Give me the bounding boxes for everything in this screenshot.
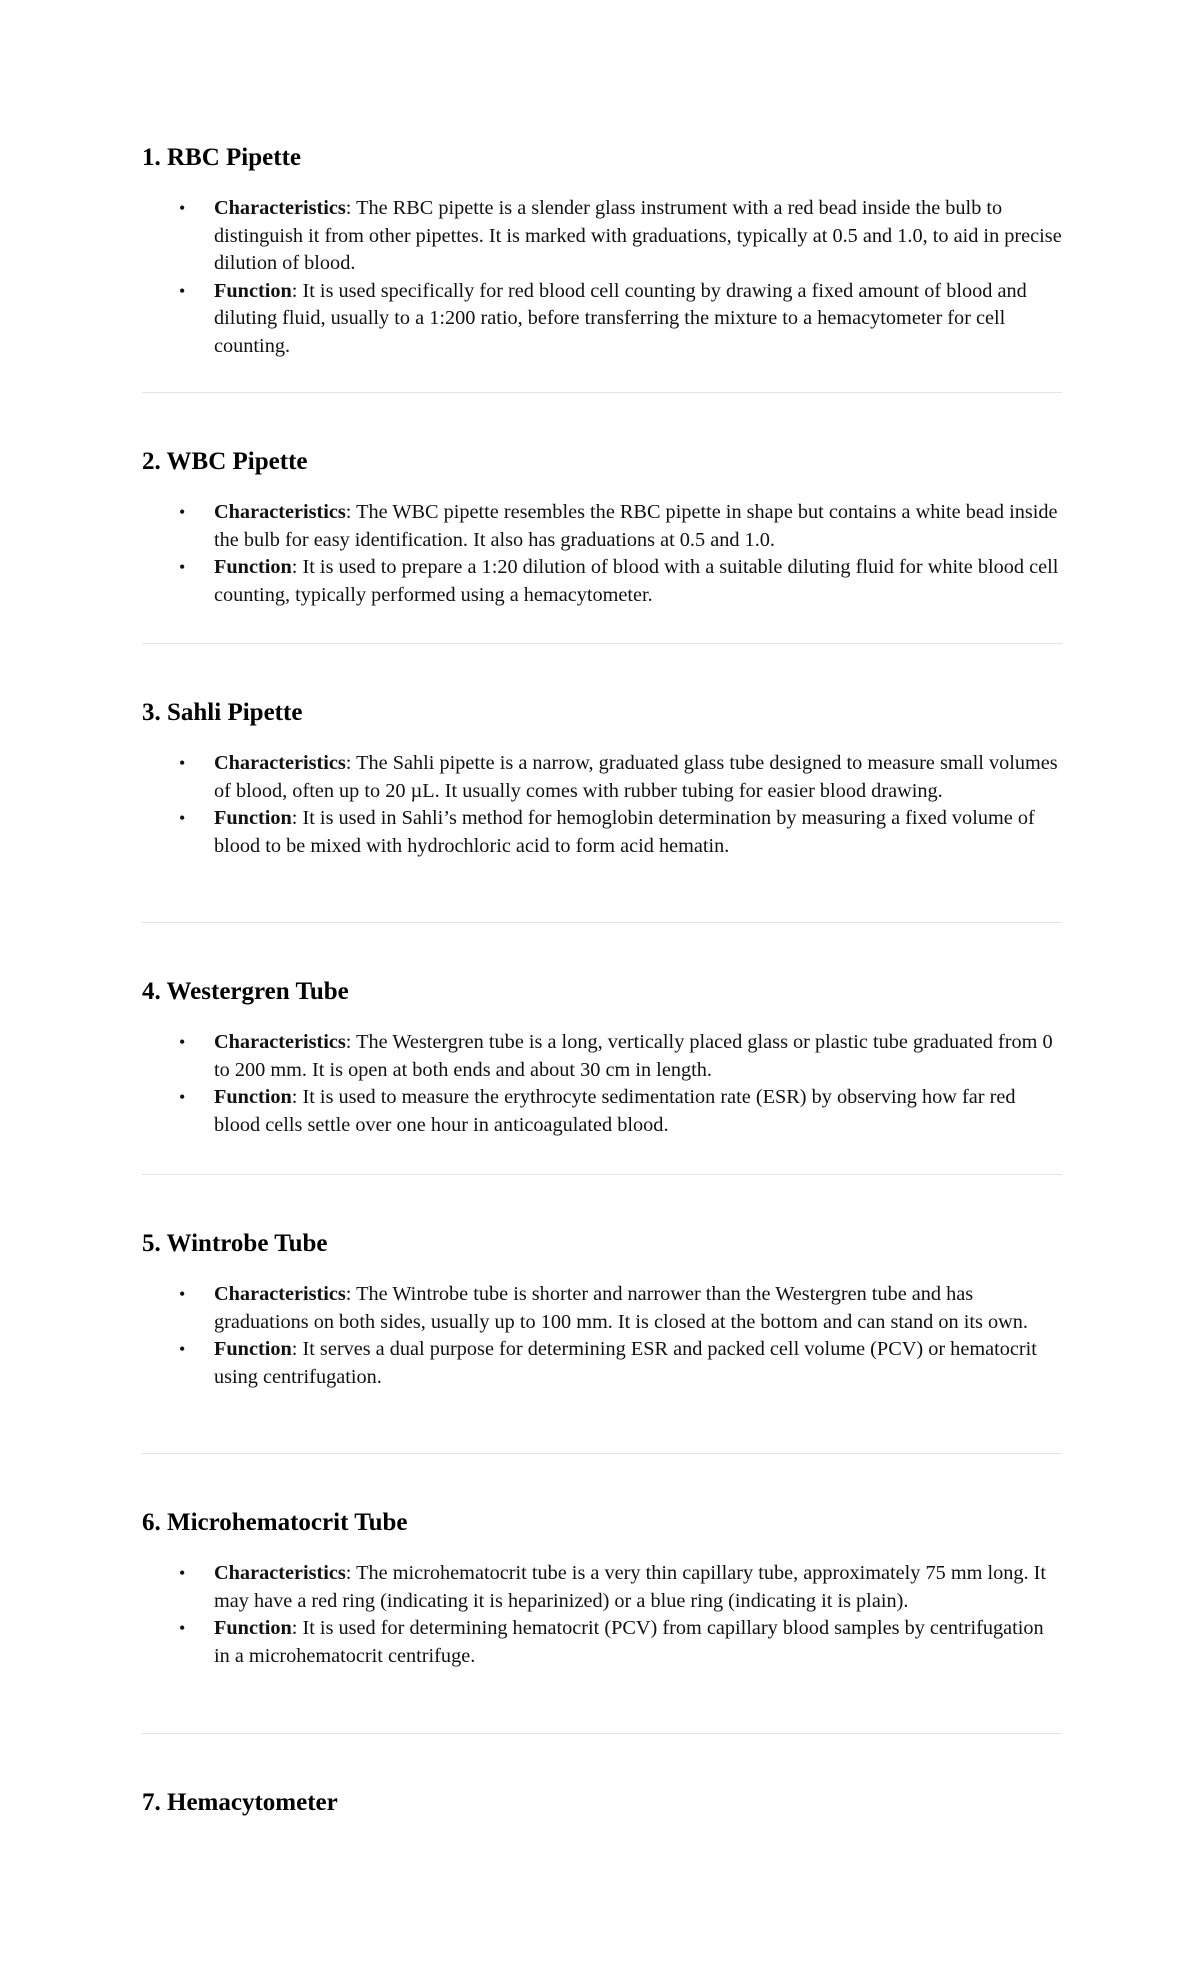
bullet-list bbox=[142, 499, 1062, 609]
item-label: Characteristics bbox=[214, 501, 346, 523]
section-heading: 4. Westergren Tube bbox=[142, 978, 349, 1005]
item-label: Characteristics bbox=[214, 1283, 346, 1305]
item-label: Characteristics bbox=[214, 1562, 346, 1584]
bullet-list bbox=[142, 1029, 1062, 1139]
item-text: : It is used to measure the erythrocyte sedimentation rate (ESR) by observing how far red blood cells settle over one hour in anticoagulated blood. bbox=[214, 1086, 1016, 1136]
item-label: Function bbox=[214, 1086, 292, 1109]
bullet-icon: • bbox=[179, 808, 186, 829]
item-label: Function bbox=[214, 807, 292, 830]
bullet-icon: • bbox=[179, 557, 186, 578]
item-text: : It is used to prepare a 1:20 dilution of blood with a suitable diluting fluid for white blood cell counting, typically performed using a hemacytometer. bbox=[214, 556, 1059, 606]
list-item bbox=[142, 1615, 1062, 1670]
section-divider bbox=[142, 922, 1062, 923]
section-divider bbox=[142, 643, 1062, 644]
list-item bbox=[142, 1029, 1062, 1084]
item-text: : The Westergren tube is a long, vertically placed glass or plastic tube graduated from 0 to 200 mm. It is open at both ends and about 30 cm in length. bbox=[214, 1031, 1053, 1081]
list-item bbox=[142, 750, 1062, 805]
bullet-list bbox=[142, 750, 1062, 860]
item-label: Characteristics bbox=[214, 752, 346, 774]
item-text: : It is used for determining hematocrit (PCV) from capillary blood samples by centrifugation in a microhematocrit centrifuge. bbox=[214, 1617, 1044, 1667]
list-item bbox=[142, 1084, 1062, 1139]
item-text: : The microhematocrit tube is a very thin capillary tube, approximately 75 mm long. It may have a red ring (indicating it is heparinized) or a blue ring (indicating it is plain). bbox=[214, 1562, 1047, 1612]
list-item bbox=[142, 1336, 1062, 1391]
bullet-icon: • bbox=[179, 502, 186, 522]
section-hemacytometer bbox=[142, 1788, 1062, 1818]
item-text: : The Wintrobe tube is shorter and narrower than the Westergren tube and has graduations on both sides, usually up to 100 mm. It is closed at the bottom and can stand on its own. bbox=[214, 1283, 1028, 1333]
item-text: : It is used specifically for red blood cell counting by drawing a fixed amount of blood and diluting fluid, usually to a 1:200 ratio, before transferring the mixture to a hemacytometer for cell counting. bbox=[214, 279, 1027, 357]
item-text: : The RBC pipette is a slender glass instrument with a red bead inside the bulb to distinguish it from other pipettes. It is marked with graduations, typically at 0.5 and 1.0, to aid in precise dilution of blood. bbox=[214, 197, 1062, 275]
section-wbc-pipette bbox=[142, 447, 1062, 609]
bullet-icon: • bbox=[179, 1032, 186, 1052]
section-divider bbox=[142, 1174, 1062, 1175]
section-microhematocrit-tube bbox=[142, 1508, 1062, 1670]
section-divider bbox=[142, 392, 1062, 393]
section-heading: 2. WBC Pipette bbox=[142, 448, 308, 475]
item-label: Function bbox=[214, 279, 292, 302]
item-text: : It serves a dual purpose for determining ESR and packed cell volume (PCV) or hematocrit using centrifugation. bbox=[214, 1338, 1037, 1388]
section-heading: 3. Sahli Pipette bbox=[142, 699, 303, 726]
section-divider bbox=[142, 1453, 1062, 1454]
list-item bbox=[142, 195, 1062, 278]
item-label: Function bbox=[214, 1617, 292, 1640]
section-divider bbox=[142, 1733, 1062, 1734]
list-item bbox=[142, 805, 1062, 860]
section-rbc-pipette bbox=[142, 143, 1062, 361]
bullet-icon: • bbox=[179, 1563, 186, 1583]
item-label: Function bbox=[214, 556, 292, 579]
section-heading: 7. Hemacytometer bbox=[142, 1789, 338, 1816]
list-item bbox=[142, 499, 1062, 554]
list-item bbox=[142, 278, 1062, 361]
bullet-icon: • bbox=[179, 1618, 186, 1639]
list-item bbox=[142, 1560, 1062, 1615]
section-wintrobe-tube bbox=[142, 1229, 1062, 1391]
bullet-icon: • bbox=[179, 198, 186, 218]
section-heading: 1. RBC Pipette bbox=[142, 144, 301, 171]
bullet-icon: • bbox=[179, 1339, 186, 1360]
bullet-list bbox=[142, 1281, 1062, 1391]
section-heading: 5. Wintrobe Tube bbox=[142, 1230, 328, 1257]
bullet-icon: • bbox=[179, 280, 186, 301]
item-text: : The Sahli pipette is a narrow, graduated glass tube designed to measure small volumes of blood, often up to 20 µL. It usually comes with rubber tubing for easier blood drawing. bbox=[214, 752, 1058, 802]
bullet-icon: • bbox=[179, 753, 186, 773]
list-item bbox=[142, 1281, 1062, 1336]
section-heading: 6. Microhematocrit Tube bbox=[142, 1509, 408, 1536]
bullet-icon: • bbox=[179, 1284, 186, 1304]
section-westergren-tube bbox=[142, 977, 1062, 1139]
bullet-list bbox=[142, 195, 1062, 361]
bullet-icon: • bbox=[179, 1087, 186, 1108]
item-text: : It is used in Sahli’s method for hemoglobin determination by measuring a fixed volume of blood to be mixed with hydrochloric acid to form acid hematin. bbox=[214, 807, 1035, 857]
item-label: Function bbox=[214, 1338, 292, 1361]
item-label: Characteristics bbox=[214, 1031, 346, 1053]
section-sahli-pipette bbox=[142, 698, 1062, 860]
item-label: Characteristics bbox=[214, 197, 346, 219]
list-item bbox=[142, 554, 1062, 609]
bullet-list bbox=[142, 1560, 1062, 1670]
item-text: : The WBC pipette resembles the RBC pipette in shape but contains a white bead inside the bulb for easy identification. It also has graduations at 0.5 and 1.0. bbox=[214, 501, 1058, 551]
